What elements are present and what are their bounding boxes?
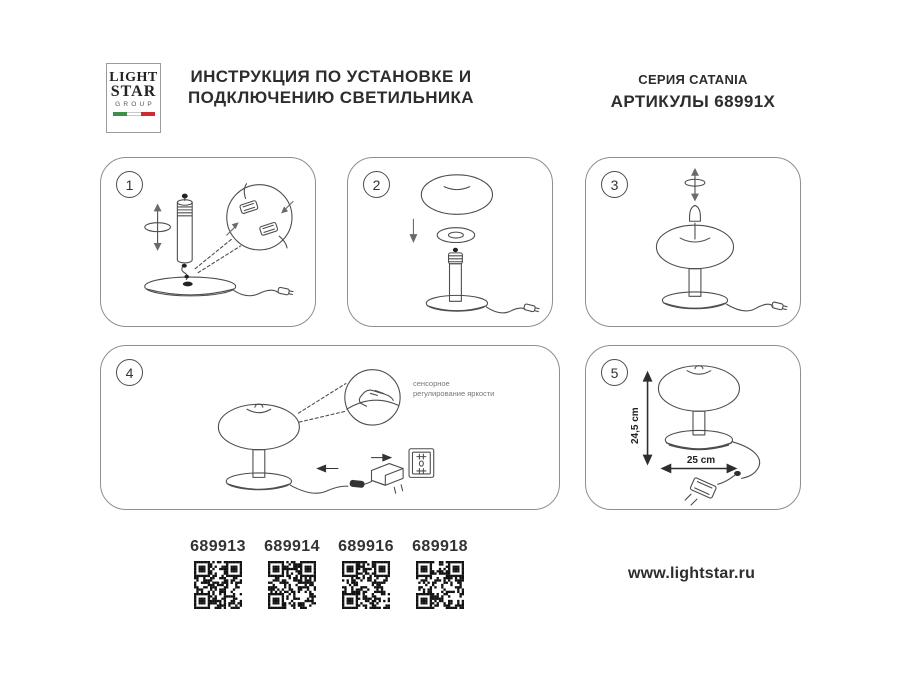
qr-label: 689916 xyxy=(338,538,394,555)
logo-text-light: LIGHT xyxy=(109,70,158,85)
flag-red xyxy=(141,112,155,116)
step-2-number: 2 xyxy=(363,171,390,198)
qr-item-689916 xyxy=(334,538,398,609)
qr-item-689913 xyxy=(186,538,250,609)
width-dimension-label: 25 cm xyxy=(686,455,716,466)
logo-text-group: GROUP xyxy=(115,101,155,108)
logo-text-star: STAR xyxy=(110,83,157,100)
step-4-diagram xyxy=(101,346,559,509)
step-4-number: 4 xyxy=(116,359,143,386)
touch-dimming-note: сенсорное регулирование яркости xyxy=(413,379,495,398)
series-block xyxy=(583,72,803,112)
step-5-panel xyxy=(585,345,801,510)
title-line-1: ИНСТРУКЦИЯ ПО УСТАНОВКЕ И xyxy=(190,67,472,86)
height-dimension-label: 24,5 cm xyxy=(630,407,641,444)
flag-white xyxy=(127,112,141,116)
step-3-number: 3 xyxy=(601,171,628,198)
qr-label: 689914 xyxy=(264,538,320,555)
qr-label: 689918 xyxy=(412,538,468,555)
series-name: СЕРИЯ CATANIA xyxy=(638,72,748,87)
qr-code xyxy=(268,561,316,609)
step-2-panel xyxy=(347,157,553,327)
title-line-2: ПОДКЛЮЧЕНИЮ СВЕТИЛЬНИКА xyxy=(188,88,474,107)
website-url: www.lightstar.ru xyxy=(628,565,756,582)
step-3-panel xyxy=(585,157,801,327)
article-numbers: АРТИКУЛЫ 68991X xyxy=(610,92,776,111)
step-4-panel xyxy=(100,345,560,510)
flag-green xyxy=(113,112,127,116)
page-title xyxy=(183,66,479,108)
lightstar-logo xyxy=(106,63,161,133)
italy-flag-stripe xyxy=(113,112,155,116)
qr-code xyxy=(416,561,464,609)
qr-code xyxy=(342,561,390,609)
qr-label: 689913 xyxy=(190,538,246,555)
qr-code xyxy=(194,561,242,609)
qr-item-689918 xyxy=(408,538,472,609)
step-1-panel xyxy=(100,157,316,327)
qr-item-689914 xyxy=(260,538,324,609)
step-1-number: 1 xyxy=(116,171,143,198)
step-5-number: 5 xyxy=(601,359,628,386)
